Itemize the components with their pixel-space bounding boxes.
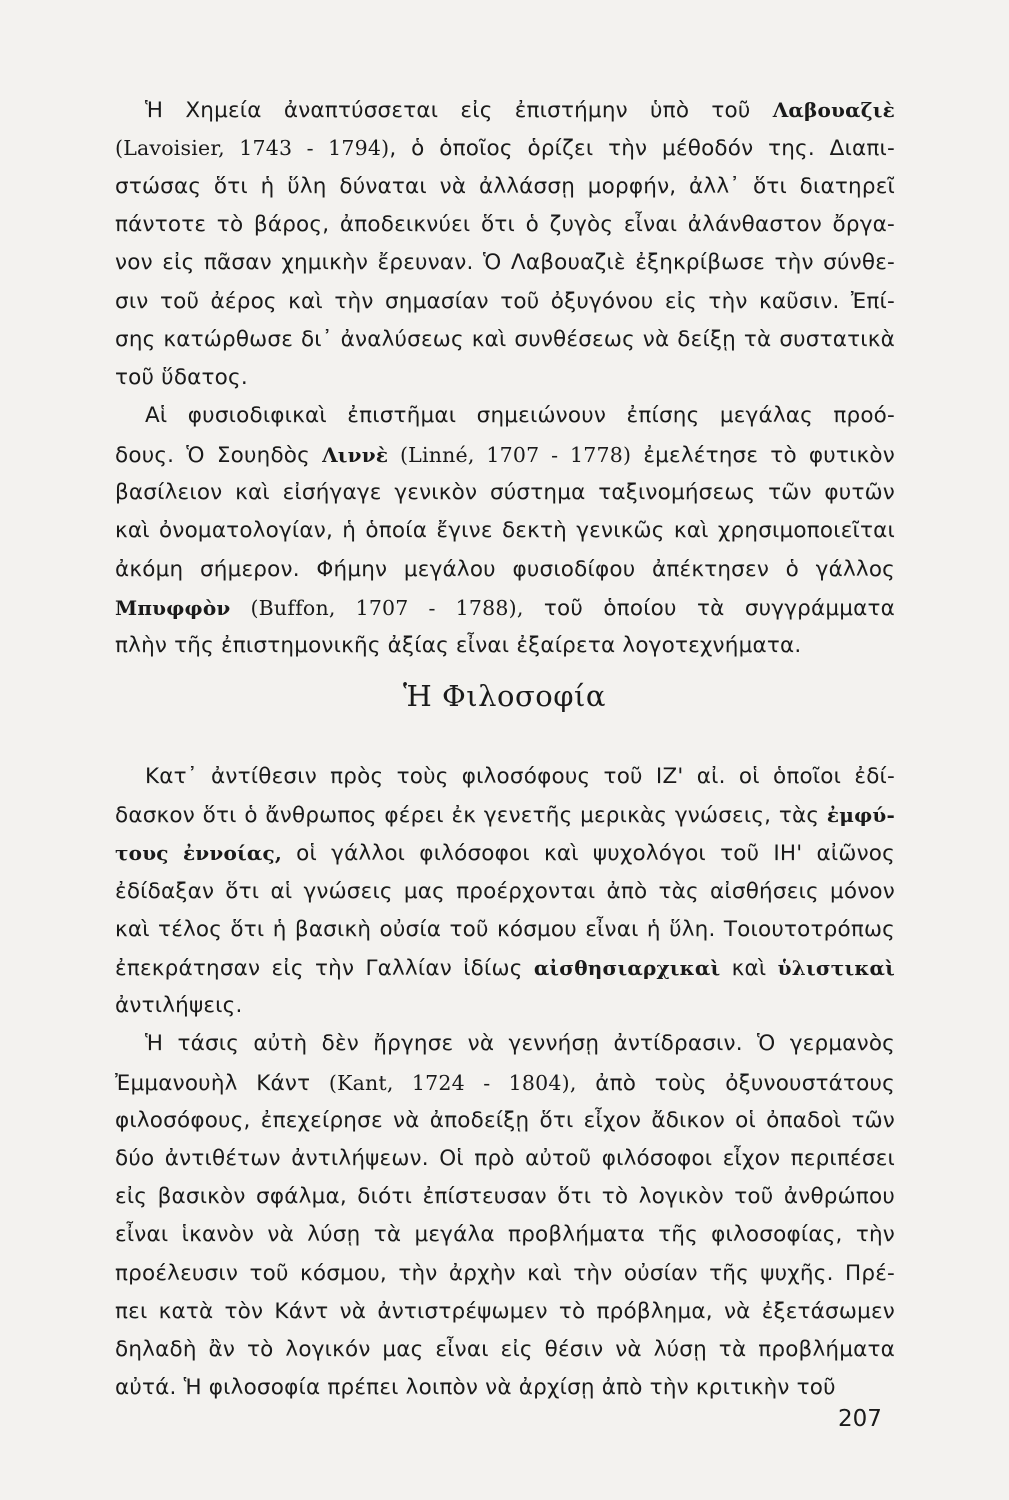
text-line [115, 953, 895, 984]
text-line [115, 363, 895, 393]
text-line [115, 1297, 895, 1327]
text-span: ἐμελέτησε τὸ φυτικὸν [631, 442, 895, 468]
text-line [115, 133, 895, 164]
text-span: καὶ ὀνοματολογίαν, ἡ ὁποία ἔγινε δεκτὴ γενικῶς καὶ χρησιμοποιεῖται [115, 518, 895, 544]
text-line [115, 1335, 895, 1365]
bold-name: Μπυφφὸν [115, 595, 231, 620]
text-span: δους. Ὁ Σουηδὸς [115, 442, 323, 468]
text-line [115, 1182, 895, 1212]
latin-note: (Buffon, 1707 - 1788), [230, 595, 524, 620]
latin-note: (Lavoisier, 1743 - 1794) [115, 136, 390, 161]
text-line [115, 1106, 895, 1136]
text-line [115, 555, 895, 585]
text-line [115, 991, 895, 1021]
text-span: Ἐμμανουὴλ Κάντ [115, 1070, 329, 1096]
text-line [145, 401, 895, 431]
text-line [115, 1144, 895, 1174]
text-line [115, 287, 895, 317]
text-span: εἰς βασικὸν σφάλμα, διότι ἐπίστευσαν ὅτι τὸ λογικὸν τοῦ ἀνθρώπου [115, 1184, 895, 1210]
text-line [145, 1029, 895, 1059]
latin-note: (Linné, 1707 - 1778) [388, 442, 632, 467]
text-span: ἀντιλήψεις. [115, 993, 243, 1019]
text-line [115, 210, 895, 240]
text-span: καὶ τέλος ὅτι ἡ βασικὴ οὐσία τοῦ κόσμου εἶναι ἡ ὕλη. Τοιουτοτρόπως [115, 916, 895, 942]
bold-name: τους ἐννοίας, [115, 841, 283, 866]
text-line [115, 800, 895, 831]
text-line [115, 877, 895, 907]
text-line [115, 1220, 895, 1250]
text-span: πάντοτε τὸ βάρος, ἀποδεικνύει ὅτι ὁ ζυγὸς εἶναι ἀλάνθαστον ὄργα- [115, 211, 895, 237]
bold-name: ὑλιστικαὶ [777, 956, 895, 980]
text-span: προέλευσιν τοῦ κόσμου, τὴν ἀρχὴν καὶ τὴν οὐσίαν τῆς ψυχῆς. Πρέ- [115, 1260, 895, 1286]
text-span: σης κατώρθωσε δι᾿ ἀναλύσεως καὶ συνθέσεως νὰ δείξῃ τὰ συστατικὰ [115, 326, 895, 352]
text-span: σιν τοῦ ἀέρος καὶ τὴν σημασίαν τοῦ ὀξυγόνου εἰς τὴν καῦσιν. Ἐπί- [115, 288, 895, 314]
text-span: αὐτά. Ἡ φιλοσοφία πρέπει λοιπὸν νὰ ἀρχίσῃ ἀπὸ τὴν κριτικὴν τοῦ [115, 1375, 836, 1401]
text-span: ἀκόμη σήμερον. Φήμην μεγάλου φυσιοδίφου ἀπέκτησεν ὁ γάλλος [115, 556, 895, 582]
section-heading: Ἡ Φιλοσοφία [403, 679, 606, 713]
text-line [145, 762, 895, 792]
text-line [115, 516, 895, 546]
text-line [115, 172, 895, 202]
text-span: τοῦ ὁποίου τὰ συγγράμματα [523, 595, 895, 621]
text-span: νον εἰς πᾶσαν χημικὴν ἔρευναν. Ὁ Λαβουαζιὲ ἐξηκρίβωσε τὴν σύνθε- [115, 250, 895, 276]
bold-name: Λιννὲ [322, 442, 389, 467]
text-span: ἀπὸ τοὺς ὀξυνουστάτους [576, 1070, 895, 1096]
text-line [115, 248, 895, 278]
text-span: δύο ἀντιθέτων ἀντιλήψεων. Οἱ πρὸ αὐτοῦ φιλόσοφοι εἶχον περιπέσει [115, 1146, 895, 1171]
text-span: Ἡ Χημεία ἀναπτύσσεται εἰς ἐπιστήμην ὑπὸ τοῦ [145, 98, 773, 123]
latin-note: (Kant, 1724 - 1804), [328, 1070, 577, 1095]
text-span: , ὁ ὁποῖος ὁρίζει τὴν μέθοδόν της. Διαπι- [389, 136, 895, 162]
text-span: ἐπεκράτησαν εἰς τὴν Γαλλίαν ἰδίως [115, 956, 534, 981]
text-span: καὶ [720, 956, 778, 981]
text-line [115, 593, 895, 624]
text-span: πλὴν τῆς ἐπιστημονικῆς ἀξίας εἶναι ἐξαίρετα λογοτεχνήματα. [115, 633, 802, 659]
text-span: ἐδίδαξαν ὅτι αἱ γνώσεις μας προέρχονται ἀπὸ τὰς αἰσθήσεις μόνον [115, 878, 895, 904]
text-span: βασίλειον καὶ εἰσήγαγε γενικὸν σύστημα ταξινομήσεως τῶν φυτῶν [115, 480, 895, 505]
text-line [115, 1373, 895, 1403]
text-line [115, 478, 895, 508]
text-span: Αἱ φυσιοδιφικαὶ ἐπιστῆμαι σημειώνουν ἐπίσης μεγάλας προό- [145, 403, 895, 429]
text-line [115, 440, 895, 471]
text-span: οἱ γάλλοι φιλόσοφοι καὶ ψυχολόγοι τοῦ ΙΗ' αἰῶνος [282, 841, 895, 867]
text-line [145, 95, 895, 126]
text-line [115, 325, 895, 355]
text-span: δασκον ὅτι ὁ ἄνθρωπος φέρει ἐκ γενετῆς μερικὰς γνώσεις, τὰς [115, 803, 827, 829]
text-span: στώσας ὅτι ἡ ὕλη δύναται νὰ ἀλλάσσῃ μορφήν, ἀλλ᾿ ὅτι διατηρεῖ [115, 173, 895, 199]
text-span: φιλοσόφους, ἐπεχείρησε νὰ ἀποδείξῃ ὅτι εἶχον ἄδικον οἱ ὀπαδοὶ τῶν [115, 1107, 895, 1133]
text-line [115, 631, 895, 661]
text-line [115, 1068, 895, 1099]
bold-name: Λαβουαζιὲ [772, 98, 895, 122]
text-line [115, 1259, 895, 1289]
text-span: δηλαδὴ ἂν τὸ λογικόν μας εἶναι εἰς θέσιν νὰ λύσῃ τὰ προβλήματα [115, 1337, 895, 1362]
bold-name: αἰσθησιαρχικαὶ [533, 956, 721, 980]
text-span: τοῦ ὕδατος. [115, 365, 248, 391]
text-line [115, 838, 895, 869]
page-number: 207 [838, 1406, 882, 1432]
text-span: εἶναι ἱκανὸν νὰ λύσῃ τὰ μεγάλα προβλήματα τῆς φιλοσοφίας, τὴν [115, 1222, 895, 1248]
text-span: Ἡ τάσις αὐτὴ δὲν ἤργησε νὰ γεννήσῃ ἀντίδρασιν. Ὁ γερμανὸς [145, 1031, 895, 1057]
text-line [115, 915, 895, 945]
text-span: πει κατὰ τὸν Κάντ νὰ ἀντιστρέψωμεν τὸ πρόβλημα, νὰ ἐξετάσωμεν [115, 1298, 895, 1324]
text-span: Κατ᾿ ἀντίθεσιν πρὸς τοὺς φιλοσόφους τοῦ ΙΖ' αἰ. οἱ ὁποῖοι ἐδί- [145, 764, 895, 789]
bold-name: ἐμφύ- [826, 803, 895, 828]
